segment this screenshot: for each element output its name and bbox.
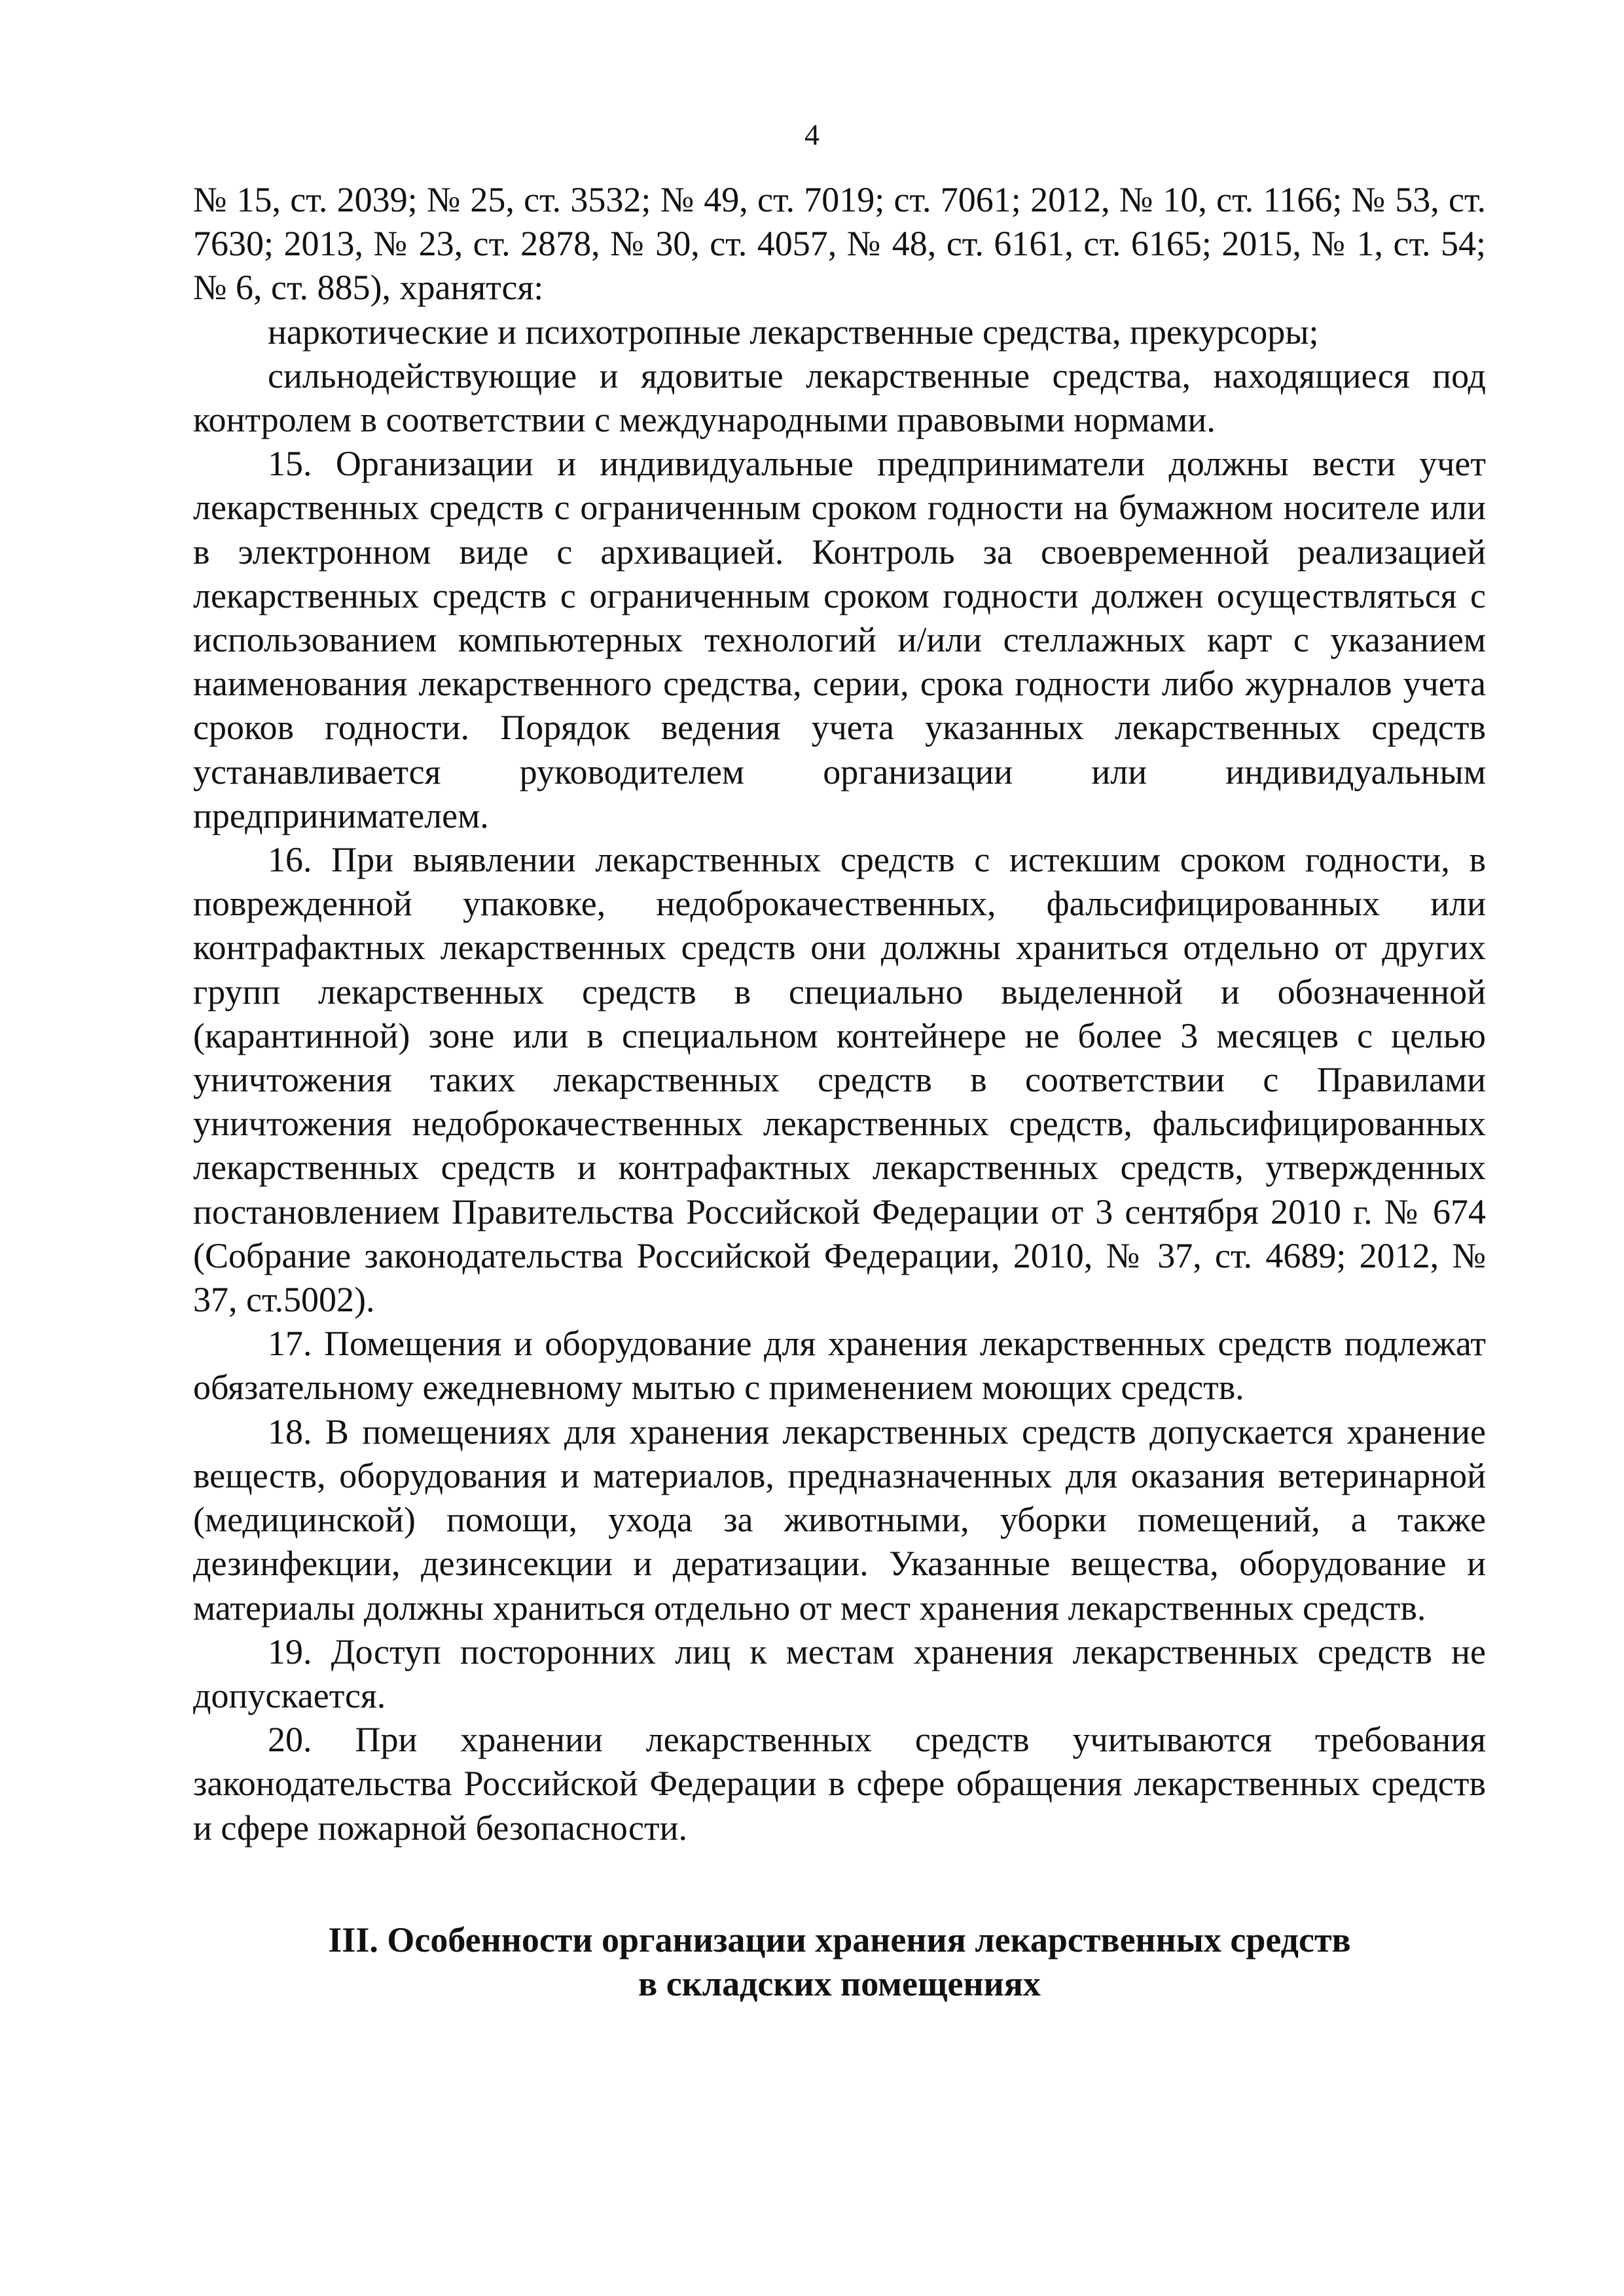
paragraph-item-17: 17. Помещения и оборудование для хранения лекарственных средств подлежат обязательному ежедневному мытью с применением моющих средств. — [193, 1324, 1486, 1408]
section-heading — [193, 1918, 1486, 2006]
paragraph-list-item-potent: сильнодействующие и ядовитые лекарственные средства, находящиеся под контролем в соответствии с международными правовыми нормами. — [193, 355, 1486, 440]
paragraph-list-item-narcotic: наркотические и психотропные лекарственные средства, прекурсоры; — [268, 312, 1319, 352]
paragraph-item-20: 20. При хранении лекарственных средств учитываются требования законодательства Российской Федерации в сфере обращения лекарственных средств и сфере пожарной безопасности. — [193, 1720, 1486, 1848]
body-text — [193, 178, 1486, 1850]
paragraph-item-15: 15. Организации и индивидуальные предприниматели должны вести учет лекарственных средств с ограниченным сроком годности на бумажном носителе или в электронном виде с архивацией. Контроль за своевременной реализацией лекарственных средств с ограниченным сроком годности должен осуществляться с использованием компьютерных технологий и/или стеллажных карт с указанием наименования лекарственного средства, серии, срока годности либо журналов учета сроков годности. Порядок ведения учета указанных лекарственных средств устанавливается руководителем организации или индивидуальным предпринимателем. — [193, 444, 1486, 835]
paragraph-item-18: 18. В помещениях для хранения лекарственных средств допускается хранение веществ, оборудования и материалов, предназначенных для оказания ветеринарной (медицинской) помощи, ухода за животными, уборки помещений, а также дезинфекции, дезинсекции и дератизации. Указанные вещества, оборудование и материалы должны храниться отдельно от мест хранения лекарственных средств. — [193, 1412, 1486, 1628]
paragraph-continuation: № 15, ст. 2039; № 25, ст. 3532; № 49, ст. 7019; ст. 7061; 2012, № 10, ст. 1166; № 53, ст. 7630; 2013, № 23, ст. 2878, № 30, ст. 4057, № 48, ст. 6161, ст. 6165; 2015, № 1, ст. 54; № 6, ст. 885), хранятся: — [193, 180, 1486, 308]
page-number: 4 — [804, 118, 820, 151]
paragraph-item-16: 16. При выявлении лекарственных средств с истекшим сроком годности, в поврежденной упаковке, недоброкачественных, фальсифицированных или контрафактных лекарственных средств они должны храниться отдельно от других групп лекарственных средств в специально выделенной и обозначенной (карантинной) зоне или в специальном контейнере не более 3 месяцев с целью уничтожения таких лекарственных средств в соответствии с Правилами уничтожения недоброкачественных лекарственных средств, фальсифицированных лекарственных средств и контрафактных лекарственных средств, утвержденных постановлением Правительства Российской Федерации от 3 сентября 2010 г. № 674 (Собрание законодательства Российской Федерации, 2010, № 37, ст. 4689; 2012, № 37, ст.5002). — [193, 840, 1486, 1320]
section-heading-line-2: в складских помещениях — [638, 1964, 1041, 2003]
section-heading-line-1: III. Особенности организации хранения лекарственных средств — [328, 1920, 1351, 1959]
paragraph-item-19: 19. Доступ посторонних лиц к местам хранения лекарственных средств не допускается. — [193, 1631, 1486, 1715]
